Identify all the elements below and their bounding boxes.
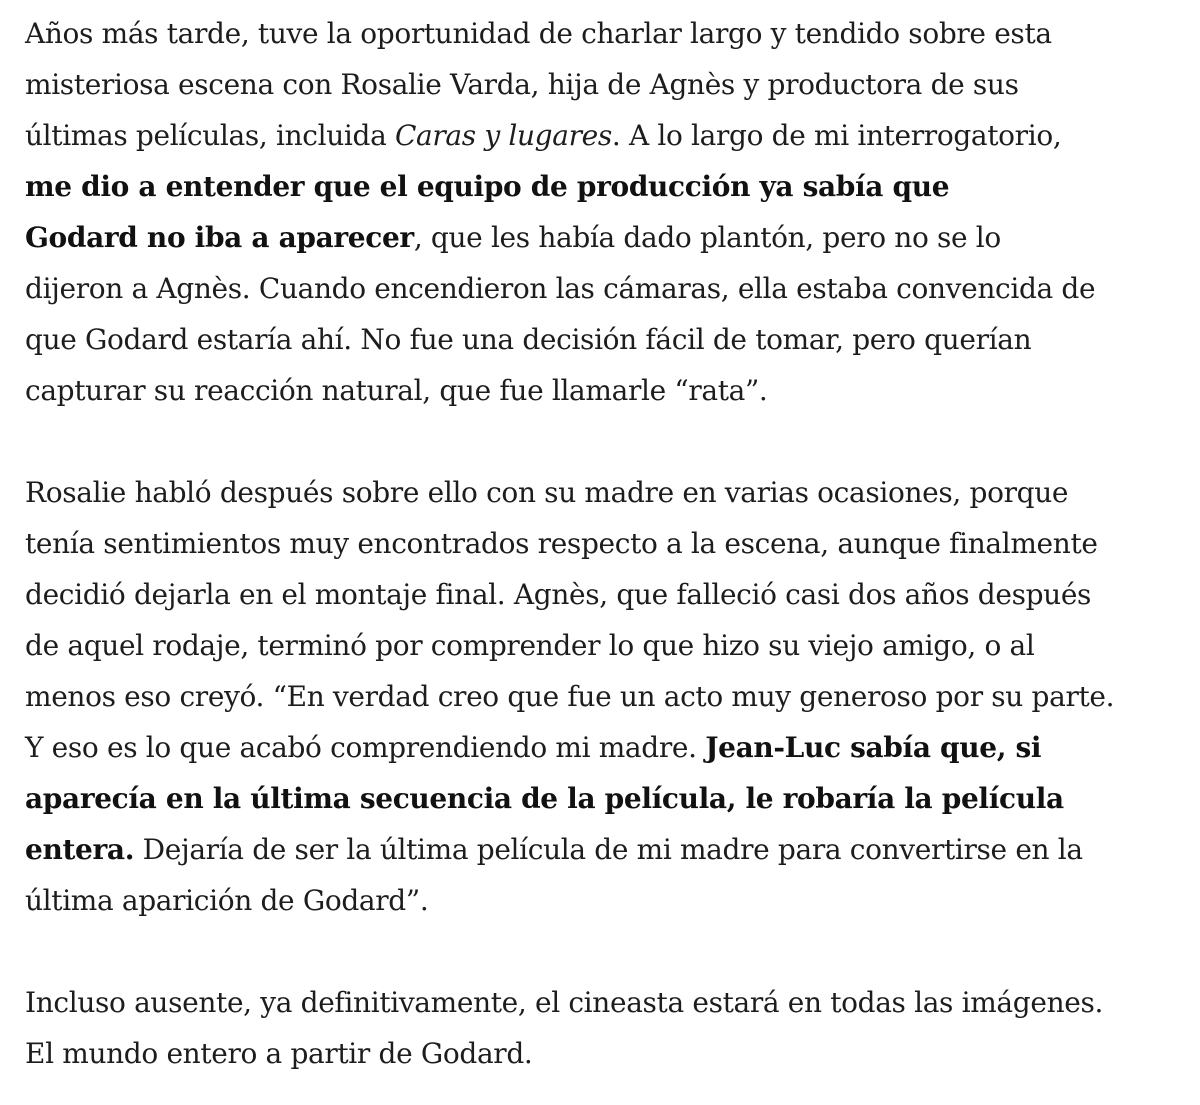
text-run: . A lo largo de mi interrogatorio,: [611, 119, 1062, 152]
text-line: [25, 722, 1197, 773]
text-line: capturar su reacción natural, que fue llamarle “rata”.: [25, 374, 768, 407]
bold-highlight: Godard no iba a aparecer: [25, 221, 414, 254]
text-run: Dejaría de ser la última película de mi madre para convertirse en la: [134, 833, 1083, 866]
bold-highlight: me dio a entender que el equipo de producción ya sabía que: [25, 170, 950, 203]
bold-highlight: Jean-Luc sabía que, si: [705, 731, 1042, 764]
film-title-italic: Caras y lugares: [394, 119, 612, 152]
text-line: menos eso creyó. “En verdad creo que fue un acto muy generoso por su parte.: [25, 680, 1115, 713]
text-line: [25, 773, 1197, 824]
text-line: misteriosa escena con Rosalie Varda, hija de Agnès y productora de sus: [25, 68, 1019, 101]
article-text: [25, 8, 1197, 1079]
text-line: Incluso ausente, ya definitivamente, el cineasta estará en todas las imágenes.: [25, 986, 1104, 1019]
text-line: de aquel rodaje, terminó por comprender lo que hizo su viejo amigo, o al: [25, 629, 1035, 662]
text-line: dijeron a Agnès. Cuando encendieron las cámaras, ella estaba convencida de: [25, 272, 1096, 305]
text-run: últimas películas, incluida: [25, 119, 395, 152]
bold-highlight: entera.: [25, 833, 135, 866]
text-line: [25, 824, 1197, 875]
paragraph-2: [25, 467, 1197, 926]
text-line: Años más tarde, tuve la oportunidad de charlar largo y tendido sobre esta: [25, 17, 1052, 50]
text-run: Y eso es lo que acabó comprendiendo mi madre.: [25, 731, 706, 764]
text-line: Rosalie habló después sobre ello con su madre en varias ocasiones, porque: [25, 476, 1069, 509]
text-line: última aparición de Godard”.: [25, 884, 429, 917]
text-line: El mundo entero a partir de Godard.: [25, 1037, 533, 1070]
paragraph-3: [25, 977, 1197, 1079]
text-line: que Godard estaría ahí. No fue una decisión fácil de tomar, pero querían: [25, 323, 1032, 356]
paragraph-1: [25, 8, 1197, 416]
text-line: [25, 110, 1197, 161]
text-line: [25, 212, 1197, 263]
paragraph-spacer: [25, 926, 1197, 977]
text-line: [25, 161, 1197, 212]
text-line: tenía sentimientos muy encontrados respecto a la escena, aunque finalmente: [25, 527, 1098, 560]
text-run: , que les había dado plantón, pero no se lo: [413, 221, 1001, 254]
text-line: decidió dejarla en el montaje final. Agnès, que falleció casi dos años después: [25, 578, 1092, 611]
bold-highlight: aparecía en la última secuencia de la película, le robaría la película: [25, 782, 1064, 815]
paragraph-spacer: [25, 416, 1197, 467]
